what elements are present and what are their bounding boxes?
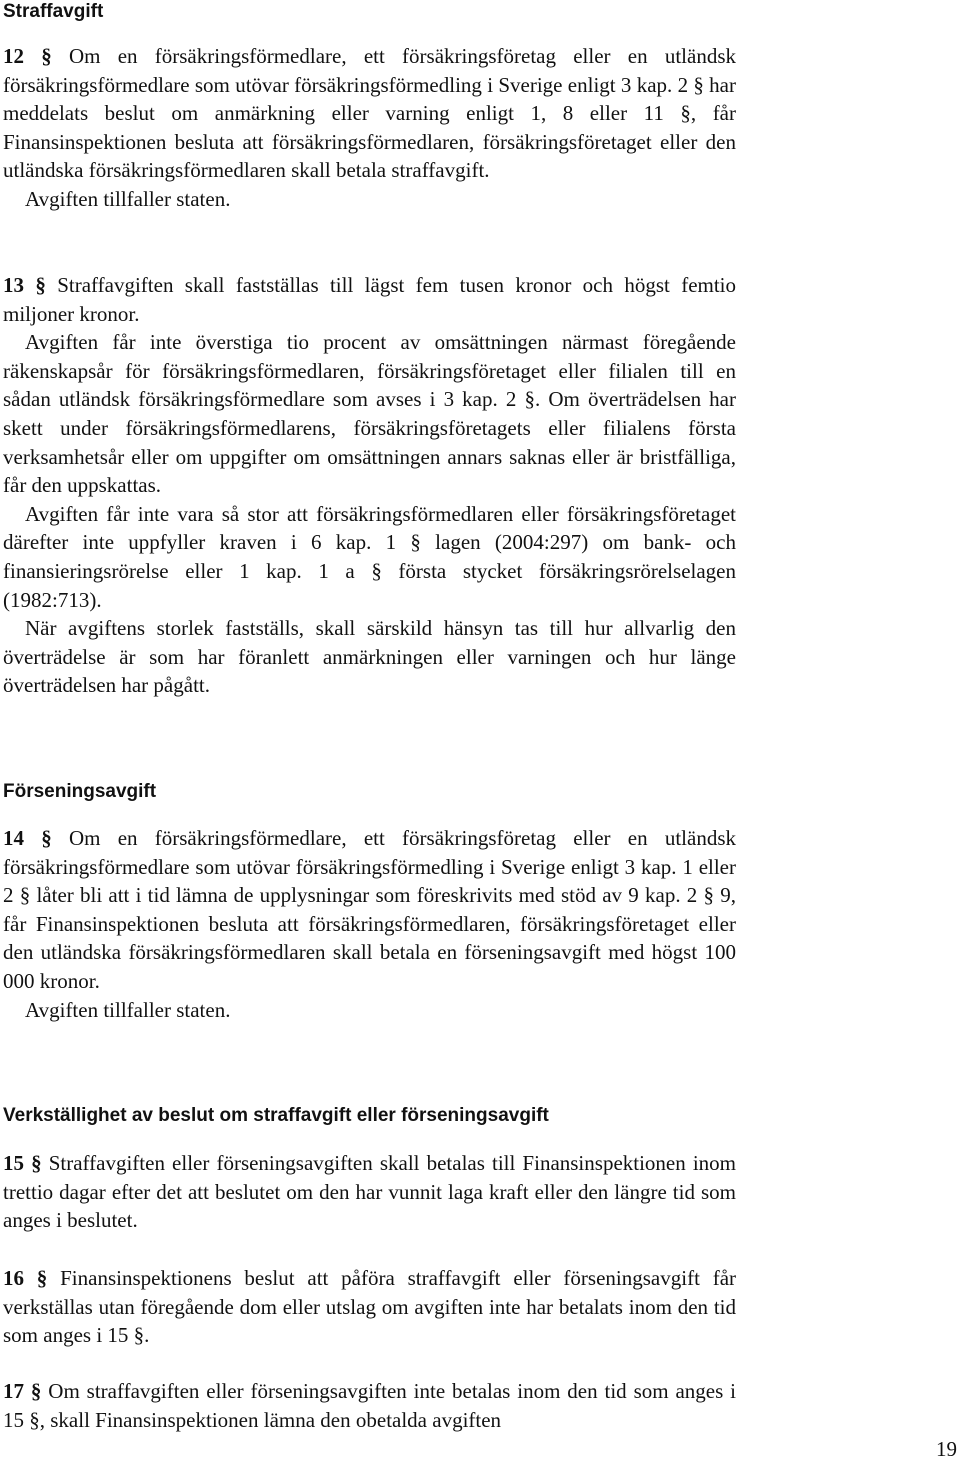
section-heading-forseningsavgift: Förseningsavgift	[3, 781, 157, 802]
paragraph-number: 16 §	[3, 1266, 48, 1290]
paragraph-17	[3, 1377, 736, 1434]
paragraph-text: Om straffavgiften eller förseningsavgiften inte betalas inom den tid som anges i 15 §, skall Finansinspektionen lämna den obetalda avgiften	[3, 1379, 736, 1432]
paragraph-16	[3, 1264, 736, 1350]
paragraph-number: 15 §	[3, 1151, 42, 1175]
paragraph-number: 12 §	[3, 44, 52, 68]
paragraph-subsection: Avgiften får inte vara så stor att försäkringsförmedlaren eller försäkringsföretaget därefter inte uppfyller kraven i 6 kap. 1 § lagen (2004:297) om bank- och finansieringsrörelse eller 1 kap. 1 a § första stycket försäkringsrörelselagen (1982:713).	[3, 501, 736, 612]
paragraph-subsection: Avgiften tillfaller staten.	[25, 186, 231, 211]
paragraph-subsection: När avgiftens storlek fastställs, skall särskild hänsyn tas till hur allvarlig den överträdelse är som har föranlett anmärkningen eller varningen och hur länge överträdelsen har pågått.	[3, 616, 736, 698]
paragraph-number: 13 §	[3, 273, 46, 297]
paragraph-subsection: Avgiften får inte överstiga tio procent av omsättningen närmast föregående räkenskapsår för försäkringsförmedlaren, försäkringsföretaget eller filialen till en sådan utländsk försäkringsförmedlare som avses i 3 kap. 2 §. Om överträdelsen har skett under försäkringsförmedlarens, försäkringsföretagets eller filialens första verksamhetsår eller om uppgifter om omsättningen annars saknas eller är bristfälliga, får den uppskattas.	[3, 330, 736, 498]
paragraph-number: 14 §	[3, 826, 52, 850]
paragraph-text: Straffavgiften skall fastställas till lägst fem tusen kronor och högst femtio miljoner kronor.	[3, 273, 737, 326]
paragraph-text: Om en försäkringsförmedlare, ett försäkringsföretag eller en utländsk försäkringsförmedlare som utövar försäkringsförmedling i Sverige enligt 3 kap. 1 eller 2 § låter bli att i tid lämna de upplysningar som föreskrivits med stöd av 9 kap. 2 § 9, får Finansinspektionen besluta att försäkringsförmedlaren, försäkringsföretaget eller den utländska försäkringsförmedlaren skall betala en förseningsavgift med högst 100 000 kronor.	[3, 826, 736, 993]
paragraph-text: Straffavgiften eller förseningsavgiften skall betalas till Finansinspektionen inom trettio dagar efter det att beslutet om den har vunnit laga kraft eller den längre tid som anges i beslutet.	[3, 1151, 737, 1233]
paragraph-13	[3, 271, 736, 700]
page-number: 19	[936, 1437, 957, 1461]
paragraph-text: Finansinspektionens beslut att påföra straffavgift eller förseningsavgift får verkställas utan föregående dom eller utslag om avgiften inte har betalats inom den tid som anges i 15 §.	[3, 1266, 737, 1348]
paragraph-12	[3, 42, 736, 214]
paragraph-text: Om en försäkringsförmedlare, ett försäkringsföretag eller en utländsk försäkringsförmedlare som utövar försäkringsförmedling i Sverige enligt 3 kap. 2 § har meddelats beslut om anmärkning eller varning enligt 1, 8 eller 11 §, får Finansinspektionen besluta att försäkringsförmedlaren, försäkringsföretaget eller den utländska försäkringsförmedlaren skall betala straffavgift.	[3, 44, 736, 183]
section-heading-verkstallighet: Verkställighet av beslut om straffavgift eller förseningsavgift	[3, 1105, 549, 1126]
paragraph-subsection: Avgiften tillfaller staten.	[25, 997, 231, 1022]
paragraph-15	[3, 1149, 736, 1235]
paragraph-14	[3, 824, 736, 1024]
section-heading-straffavgift: Straffavgift	[3, 1, 104, 22]
paragraph-number: 17 §	[3, 1379, 42, 1403]
